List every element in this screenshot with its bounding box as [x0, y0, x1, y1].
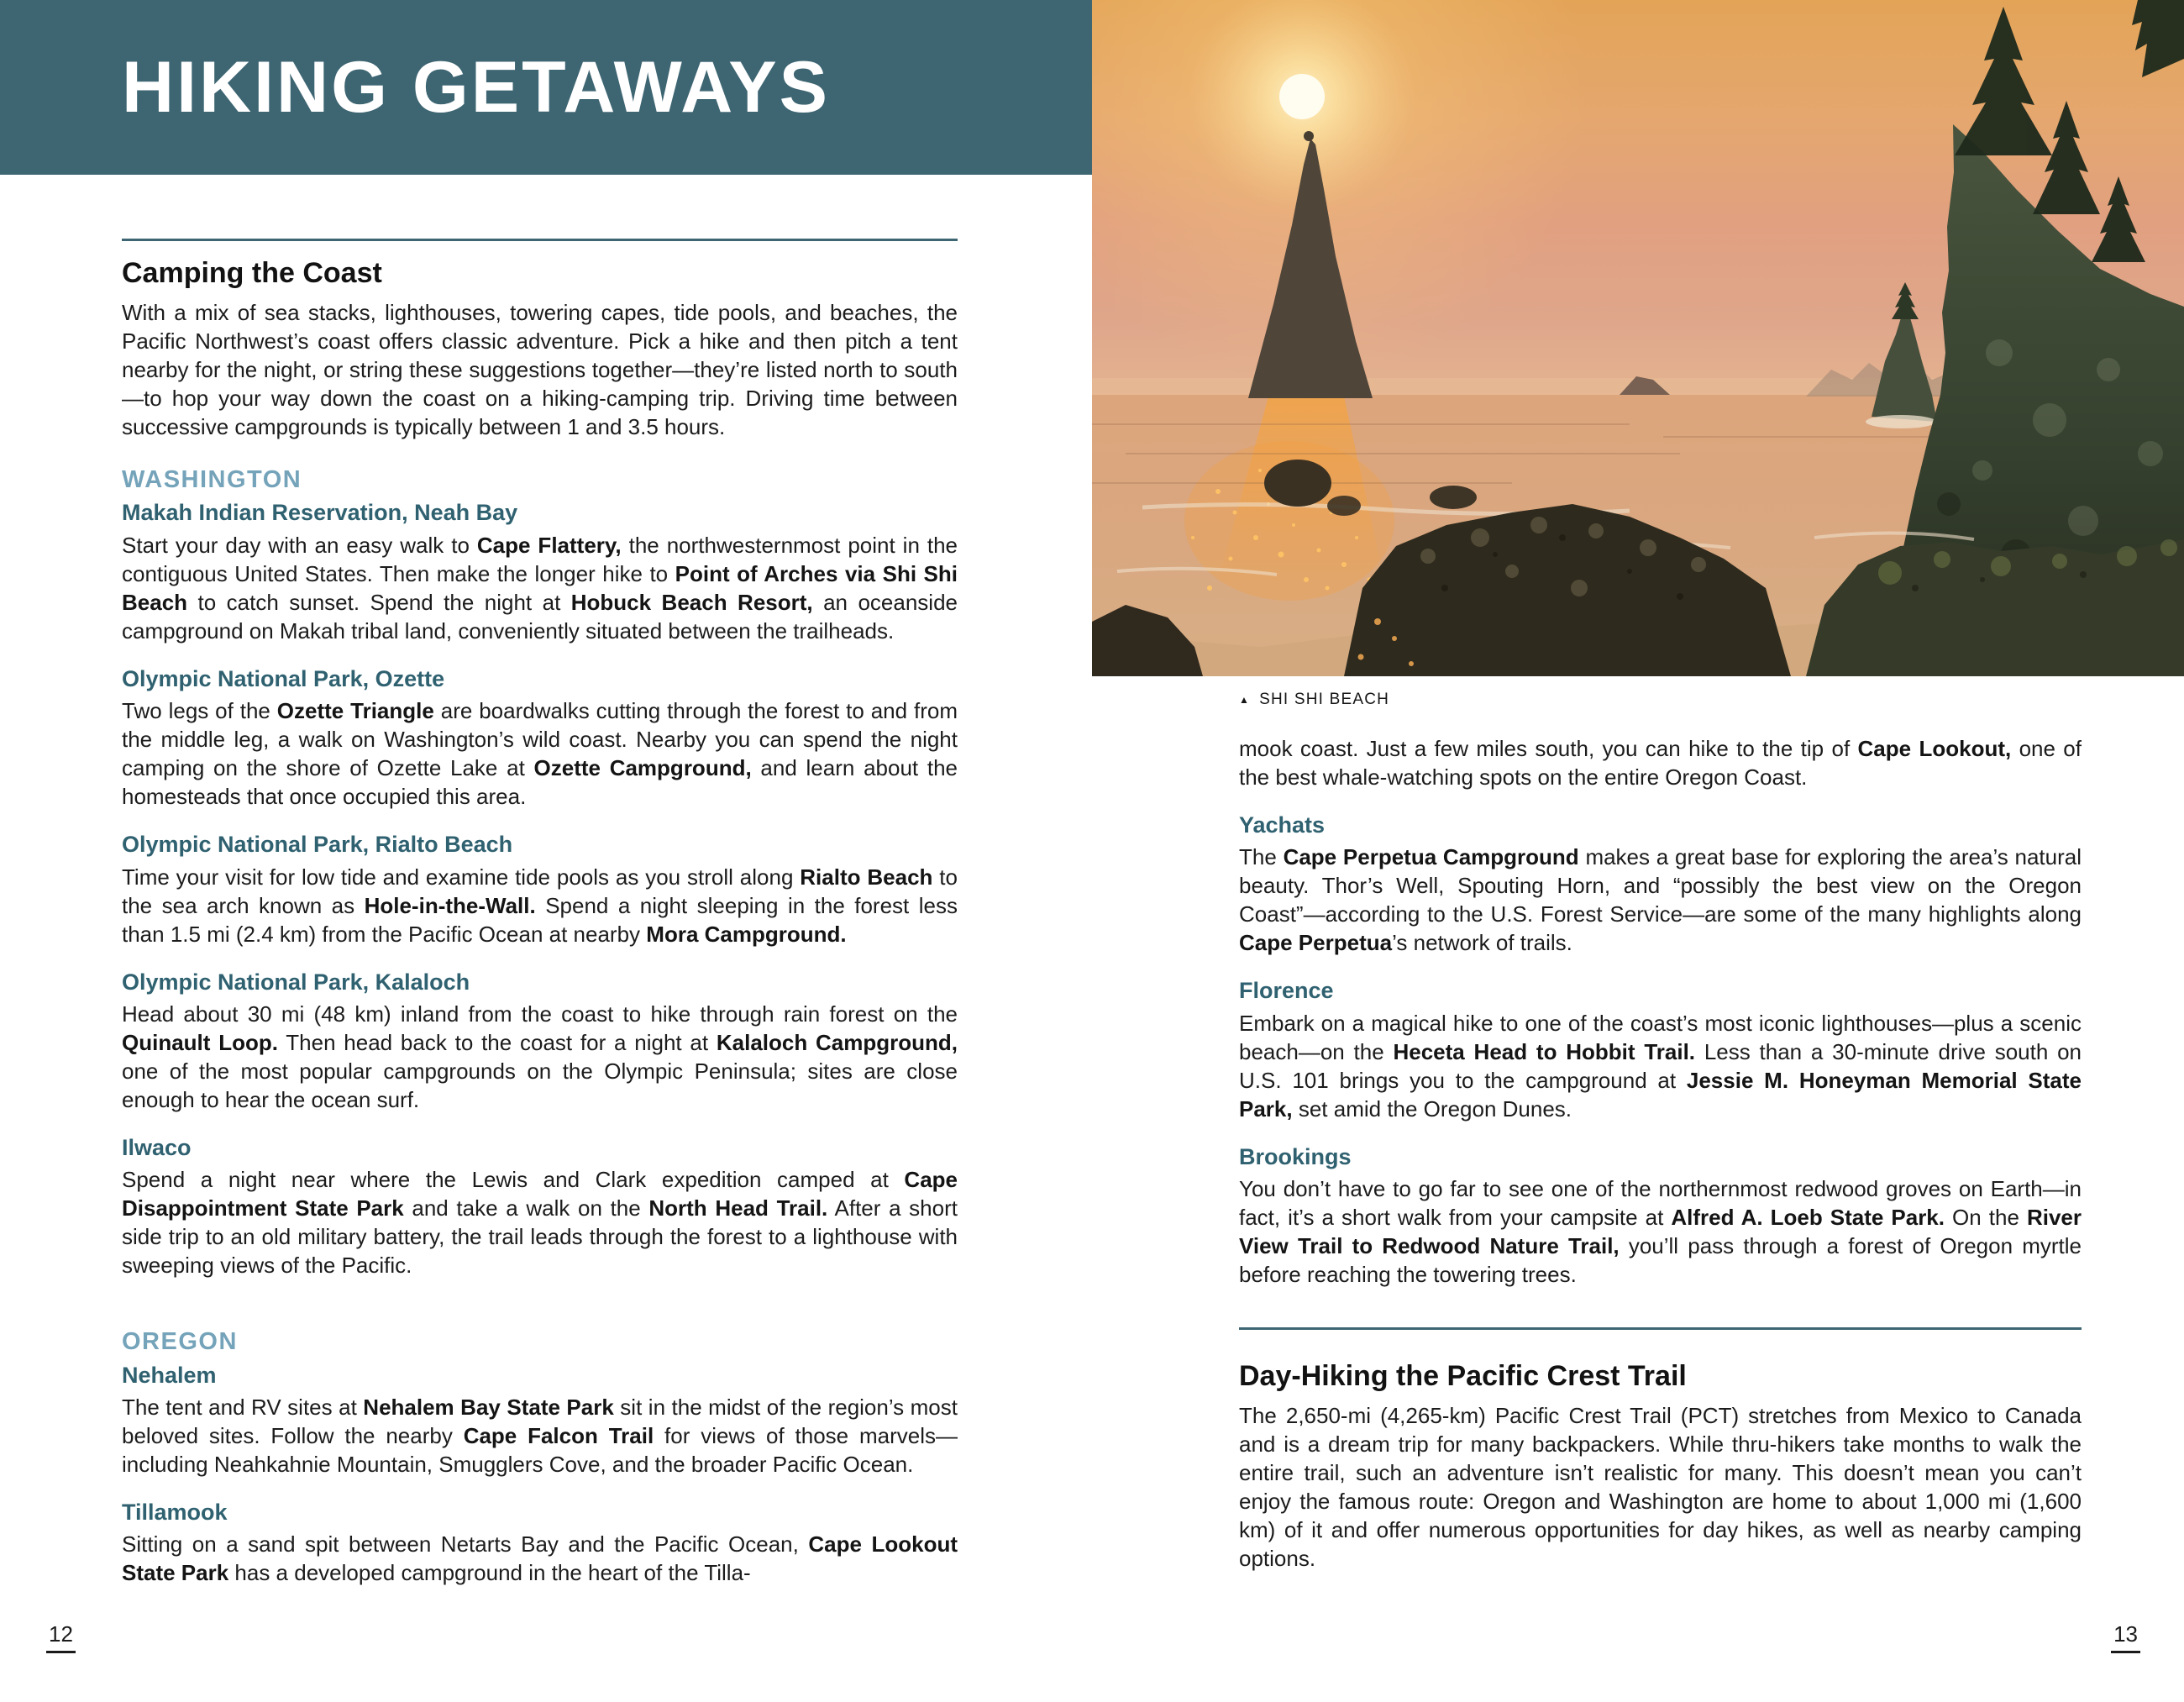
place-heading-rialto: Olympic National Park, Rialto Beach	[122, 832, 513, 858]
place-paragraph: You don’t have to go far to see one of the northernmost redwood groves on Earth—in fact, it’s a short walk from your campsite at Alfred A. Loeb State Park. On the River View Trail to Redwood Nature Trail, you’ll pass through a forest of Oregon myrtle before reaching the towering trees.	[1239, 1176, 2082, 1288]
divider-rule	[1239, 1327, 2082, 1330]
intro-paragraph: With a mix of sea stacks, lighthouses, towering capes, tide pools, and beaches, the Pacific Northwest’s coast offers classic adventure. Pick a hike and then pitch a tent nearby for the night, or string these suggestions together—they’re listed north to south—to hop your way down the coast on a hiking-camping trip. Driving time between successive campgrounds is typically between 1 and 3.5 hours.	[122, 300, 958, 439]
triangle-up-icon: ▲	[1239, 694, 1251, 706]
right-column	[1092, 734, 2184, 1573]
page-right	[1092, 0, 2184, 1702]
place-paragraph: Sitting on a sand spit between Netarts Bay and the Pacific Ocean, Cape Lookout State Park has a developed campground in the heart of the Tilla-	[122, 1531, 958, 1586]
place-heading-makah: Makah Indian Reservation, Neah Bay	[122, 500, 518, 526]
place-paragraph: Two legs of the Ozette Triangle are boardwalks cutting through the forest to and from the middle leg, a walk on Washington’s wild coast. Nearby you can spend the night camping on the shore of Ozette Lake at Ozette Campground, and learn about the homesteads that once occupied this area.	[122, 698, 958, 810]
place-heading-nehalem: Nehalem	[122, 1362, 217, 1388]
page-number-left: 12	[46, 1623, 76, 1653]
pct-section-heading: Day-Hiking the Pacific Crest Trail	[1239, 1360, 1687, 1393]
place-paragraph: The Cape Perpetua Campground makes a great base for exploring the area’s natural beauty. Thor’s Well, Spouting Horn, and “possibly the best view on the Oregon Coast”—according to the U.S. Forest Service—are some of the many highlights along Cape Perpetua’s network of trails.	[1239, 844, 2082, 956]
photo-caption	[1092, 691, 2184, 709]
pct-paragraph: The 2,650-mi (4,265-km) Pacific Crest Trail (PCT) stretches from Mexico to Canada and is a dream trip for many backpackers. While thru-hikers take months to walk the entire trail, such an adventure isn’t realistic for many. This doesn’t mean you can’t enjoy the famous route: Oregon and Washington are home to about 1,000 mi (1,600 km) of it and offer numerous opportunities for day hikes, as well as nearby camping options.	[1239, 1403, 2082, 1572]
chapter-title: HIKING GETAWAYS	[122, 47, 831, 128]
divider-rule	[122, 239, 958, 241]
place-paragraph: Head about 30 mi (48 km) inland from the coast to hike through rain forest on the Quinault Loop. Then head back to the coast for a night at Kalaloch Campground, one of the most popular campgrounds on the Olympic Peninsula; sites are close enough to hear the ocean surf.	[122, 1001, 958, 1112]
place-paragraph: Start your day with an easy walk to Cape Flattery, the northwesternmost point in the contiguous United States. Then make the longer hike to Point of Arches via Shi Shi Beach to catch sunset. Spend the night at Hobuck Beach Resort, an oceanside campground on Makah tribal land, conveniently situated between the trailheads.	[122, 532, 958, 644]
place-heading-brookings: Brookings	[1239, 1143, 1352, 1169]
state-header-washington: WASHINGTON	[122, 466, 302, 493]
place-heading-tillamook: Tillamook	[122, 1500, 228, 1526]
place-heading-ilwaco: Ilwaco	[122, 1134, 192, 1160]
photo-shi-shi-beach	[1092, 0, 2184, 676]
place-heading-ozette: Olympic National Park, Ozette	[122, 665, 445, 691]
continuation-paragraph: mook coast. Just a few miles south, you can hike to the tip of Cape Lookout, one of the best whale-watching spots on the entire Oregon Coast.	[1239, 736, 2082, 790]
section-heading: Camping the Coast	[122, 257, 382, 289]
photo-illustration	[1092, 0, 2184, 676]
place-heading-kalaloch: Olympic National Park, Kalaloch	[122, 969, 470, 995]
place-paragraph: Embark on a magical hike to one of the coast’s most iconic lighthouses—plus a scenic beach—on the Heceta Head to Hobbit Trail. Less than a 30-minute drive south on U.S. 101 brings you to the campground at Jessie M. Honeyman Memorial State Park, set amid the Oregon Dunes.	[1239, 1010, 2082, 1122]
place-paragraph: Spend a night near where the Lewis and Clark expedition camped at Cape Disappointment State Park and take a walk on the North Head Trail. After a short side trip to an old military battery, the trail leads through the forest to a lighthouse with sweeping views of the Pacific.	[122, 1167, 958, 1279]
place-paragraph: Time your visit for low tide and examine tide pools as you stroll along Rialto Beach to the sea arch known as Hole-in-the-Wall. Spend a night sleeping in the forest less than 1.5 mi (2.4 km) from the Pacific Ocean at nearby Mora Campground.	[122, 864, 958, 947]
left-column	[0, 239, 1092, 1587]
place-heading-yachats: Yachats	[1239, 812, 1326, 838]
photo-caption-label: SHI SHI BEACH	[1259, 691, 1390, 708]
state-header-oregon: OREGON	[122, 1328, 238, 1356]
sun-icon	[1279, 74, 1325, 119]
chapter-banner	[0, 0, 1092, 175]
place-heading-florence: Florence	[1239, 978, 1334, 1004]
page-number-right: 13	[2111, 1623, 2140, 1653]
place-paragraph: The tent and RV sites at Nehalem Bay State Park sit in the midst of the region’s most beloved sites. Follow the nearby Cape Falcon Trail for views of those marvels—including Neahkahnie Mountain, Smugglers Cove, and the broader Pacific Ocean.	[122, 1395, 958, 1478]
